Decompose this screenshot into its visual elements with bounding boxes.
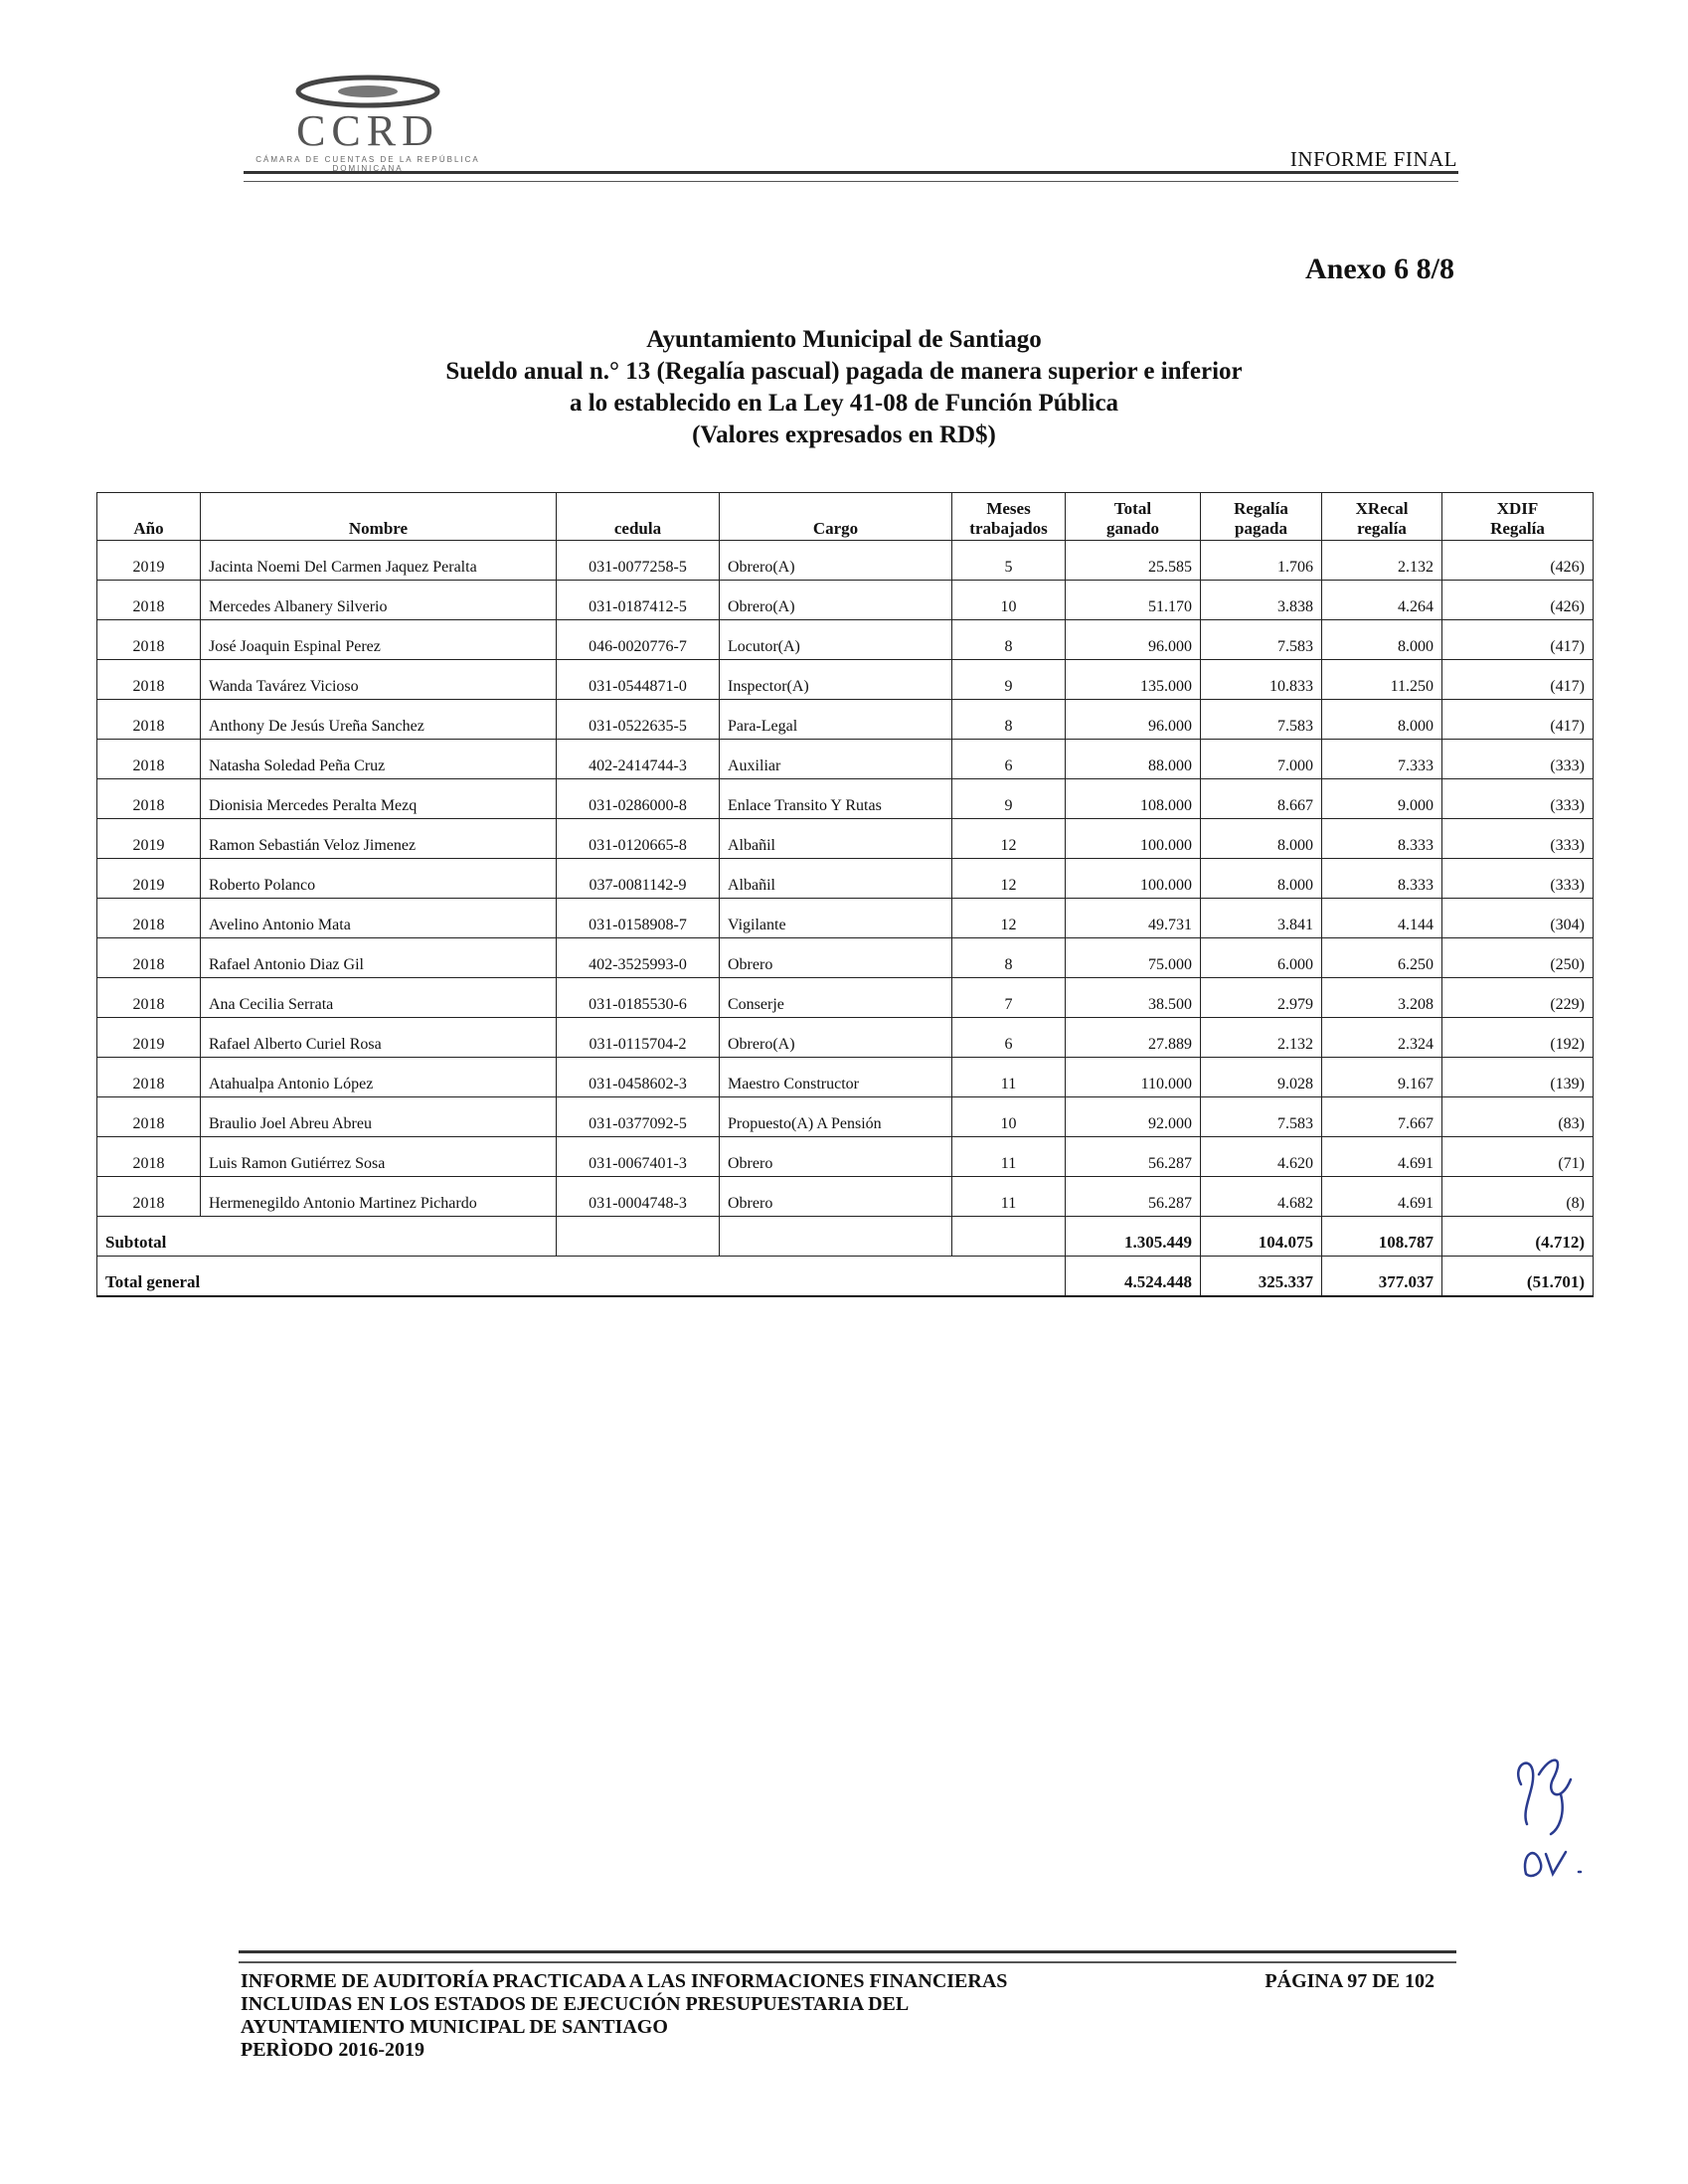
title-line-2: a lo establecido en La Ley 41-08 de Función Pública <box>569 390 1119 417</box>
header-divider <box>244 171 1458 182</box>
cell-name: Braulio Joel Abreu Abreu <box>201 1097 557 1137</box>
table-row <box>97 938 1594 978</box>
signature-initials-icon <box>1491 1735 1620 1894</box>
cell-year: 2018 <box>97 1058 201 1097</box>
grand-total-row-paid: 325.337 <box>1201 1257 1322 1297</box>
table-row <box>97 1058 1594 1097</box>
cell-year: 2018 <box>97 1097 201 1137</box>
cell-id: 031-0067401-3 <box>557 1137 720 1177</box>
cell-diff: (417) <box>1442 620 1594 660</box>
cell-total: 51.170 <box>1066 581 1201 620</box>
cell-total: 96.000 <box>1066 700 1201 740</box>
cell-name: Dionisia Mercedes Peralta Mezq <box>201 779 557 819</box>
cell-id: 037-0081142-9 <box>557 859 720 899</box>
cell-paid: 2.979 <box>1201 978 1322 1018</box>
logo-swoosh-icon <box>293 72 442 111</box>
cell-year: 2018 <box>97 1137 201 1177</box>
col-months <box>952 493 1066 541</box>
empty-cell <box>952 1217 1066 1257</box>
cell-position: Obrero(A) <box>720 581 952 620</box>
cell-months: 11 <box>952 1177 1066 1217</box>
col-diff-label-1: XDIF <box>1496 499 1539 518</box>
cell-recalc: 4.264 <box>1322 581 1442 620</box>
col-name-label: Nombre <box>348 519 409 538</box>
table-row <box>97 859 1594 899</box>
cell-paid: 3.841 <box>1201 899 1322 938</box>
empty-cell <box>557 1217 720 1257</box>
cell-months: 12 <box>952 899 1066 938</box>
cell-diff: (417) <box>1442 700 1594 740</box>
cell-id: 031-0377092-5 <box>557 1097 720 1137</box>
cell-paid: 10.833 <box>1201 660 1322 700</box>
grand-total-row <box>97 1257 1594 1297</box>
cell-recalc: 9.167 <box>1322 1058 1442 1097</box>
cell-id: 402-2414744-3 <box>557 740 720 779</box>
cell-name: Ramon Sebastián Veloz Jimenez <box>201 819 557 859</box>
cell-months: 11 <box>952 1137 1066 1177</box>
cell-position: Inspector(A) <box>720 660 952 700</box>
cell-diff: (8) <box>1442 1177 1594 1217</box>
cell-year: 2018 <box>97 620 201 660</box>
table-row <box>97 620 1594 660</box>
table-row <box>97 978 1594 1018</box>
grand-total-row-total: 4.524.448 <box>1066 1257 1201 1297</box>
cell-total: 49.731 <box>1066 899 1201 938</box>
cell-id: 031-0115704-2 <box>557 1018 720 1058</box>
col-recalc-label-2: regalía <box>1357 519 1407 538</box>
subtotal-row-recalc: 108.787 <box>1322 1217 1442 1257</box>
cell-diff: (333) <box>1442 859 1594 899</box>
table-row <box>97 660 1594 700</box>
cell-months: 10 <box>952 1097 1066 1137</box>
grand-total-row-diff: (51.701) <box>1442 1257 1594 1297</box>
cell-total: 88.000 <box>1066 740 1201 779</box>
cell-paid: 8.000 <box>1201 859 1322 899</box>
table-header-row <box>97 493 1594 541</box>
bonus-table <box>96 492 1594 1297</box>
cell-months: 12 <box>952 859 1066 899</box>
cell-year: 2019 <box>97 1018 201 1058</box>
cell-id: 031-0187412-5 <box>557 581 720 620</box>
cell-diff: (83) <box>1442 1097 1594 1137</box>
cell-name: Ana Cecilia Serrata <box>201 978 557 1018</box>
annex-label: Anexo 6 8/8 <box>1305 252 1454 285</box>
cell-recalc: 2.324 <box>1322 1018 1442 1058</box>
title-line-3: (Valores expresados en RD$) <box>692 421 996 448</box>
footer-report-title <box>241 1970 1115 2062</box>
cell-diff: (333) <box>1442 779 1594 819</box>
col-paid <box>1201 493 1322 541</box>
cell-total: 100.000 <box>1066 819 1201 859</box>
cell-diff: (250) <box>1442 938 1594 978</box>
table-row <box>97 1137 1594 1177</box>
footer-line-1: INFORME DE AUDITORÍA PRACTICADA A LAS INFORMACIONES FINANCIERAS <box>241 1970 1008 1992</box>
cell-diff: (304) <box>1442 899 1594 938</box>
col-total <box>1066 493 1201 541</box>
cell-position: Conserje <box>720 978 952 1018</box>
cell-recalc: 9.000 <box>1322 779 1442 819</box>
footer-line-2: INCLUIDAS EN LOS ESTADOS DE EJECUCIÓN PRESUPUESTARIA DEL <box>241 1993 910 2015</box>
cell-id: 031-0158908-7 <box>557 899 720 938</box>
col-name <box>201 493 557 541</box>
cell-recalc: 7.667 <box>1322 1097 1442 1137</box>
entity-title: Ayuntamiento Municipal de Santiago <box>646 326 1042 353</box>
table-row <box>97 1018 1594 1058</box>
cell-id: 031-0004748-3 <box>557 1177 720 1217</box>
footer-line-3: AYUNTAMIENTO MUNICIPAL DE SANTIAGO <box>241 2016 668 2038</box>
cell-position: Albañil <box>720 859 952 899</box>
cell-diff: (192) <box>1442 1018 1594 1058</box>
cell-paid: 6.000 <box>1201 938 1322 978</box>
document-titles <box>0 324 1688 451</box>
cell-id: 031-0522635-5 <box>557 700 720 740</box>
cell-recalc: 3.208 <box>1322 978 1442 1018</box>
cell-paid: 7.000 <box>1201 740 1322 779</box>
grand-total-row-label: Total general <box>97 1257 1066 1297</box>
grand-total-row-recalc: 377.037 <box>1322 1257 1442 1297</box>
cell-months: 9 <box>952 779 1066 819</box>
table-row <box>97 819 1594 859</box>
cell-recalc: 7.333 <box>1322 740 1442 779</box>
table-body <box>97 541 1594 1297</box>
cell-position: Obrero(A) <box>720 1018 952 1058</box>
cell-paid: 4.682 <box>1201 1177 1322 1217</box>
cell-total: 108.000 <box>1066 779 1201 819</box>
cell-recalc: 11.250 <box>1322 660 1442 700</box>
cell-paid: 4.620 <box>1201 1137 1322 1177</box>
cell-year: 2018 <box>97 581 201 620</box>
cell-diff: (71) <box>1442 1137 1594 1177</box>
cell-paid: 3.838 <box>1201 581 1322 620</box>
cell-recalc: 4.691 <box>1322 1177 1442 1217</box>
cell-name: Natasha Soledad Peña Cruz <box>201 740 557 779</box>
cell-months: 5 <box>952 541 1066 581</box>
cell-position: Albañil <box>720 819 952 859</box>
cell-position: Vigilante <box>720 899 952 938</box>
cell-name: Jacinta Noemi Del Carmen Jaquez Peralta <box>201 541 557 581</box>
cell-name: Hermenegildo Antonio Martinez Pichardo <box>201 1177 557 1217</box>
cell-id: 402-3525993-0 <box>557 938 720 978</box>
cell-id: 031-0185530-6 <box>557 978 720 1018</box>
cell-position: Auxiliar <box>720 740 952 779</box>
cell-position: Obrero <box>720 1137 952 1177</box>
cell-position: Enlace Transito Y Rutas <box>720 779 952 819</box>
cell-position: Obrero <box>720 1177 952 1217</box>
cell-year: 2019 <box>97 819 201 859</box>
cell-position: Para-Legal <box>720 700 952 740</box>
cell-id: 031-0544871-0 <box>557 660 720 700</box>
col-paid-label-1: Regalía <box>1234 499 1288 518</box>
cell-recalc: 8.333 <box>1322 819 1442 859</box>
cell-total: 38.500 <box>1066 978 1201 1018</box>
cell-paid: 8.667 <box>1201 779 1322 819</box>
cell-paid: 7.583 <box>1201 620 1322 660</box>
cell-paid: 9.028 <box>1201 1058 1322 1097</box>
cell-position: Propuesto(A) A Pensión <box>720 1097 952 1137</box>
cell-year: 2018 <box>97 899 201 938</box>
cell-diff: (333) <box>1442 819 1594 859</box>
cell-name: Rafael Alberto Curiel Rosa <box>201 1018 557 1058</box>
logo-subtitle-line2: DE LA REPÚBLICA DOMINICANA <box>332 155 480 173</box>
subtotal-row-total: 1.305.449 <box>1066 1217 1201 1257</box>
cell-name: Luis Ramon Gutiérrez Sosa <box>201 1137 557 1177</box>
col-months-label-2: trabajados <box>969 519 1048 538</box>
cell-recalc: 4.691 <box>1322 1137 1442 1177</box>
cell-total: 92.000 <box>1066 1097 1201 1137</box>
col-position <box>720 493 952 541</box>
cell-year: 2018 <box>97 740 201 779</box>
cell-year: 2018 <box>97 700 201 740</box>
cell-recalc: 8.333 <box>1322 859 1442 899</box>
table-row <box>97 541 1594 581</box>
cell-name: Atahualpa Antonio López <box>201 1058 557 1097</box>
col-recalc <box>1322 493 1442 541</box>
cell-id: 046-0020776-7 <box>557 620 720 660</box>
table-row <box>97 1177 1594 1217</box>
col-diff-label-2: Regalía <box>1490 519 1545 538</box>
cell-id: 031-0077258-5 <box>557 541 720 581</box>
cell-position: Maestro Constructor <box>720 1058 952 1097</box>
cell-total: 135.000 <box>1066 660 1201 700</box>
table-row <box>97 1097 1594 1137</box>
ccrd-logo <box>253 72 482 173</box>
cell-position: Obrero(A) <box>720 541 952 581</box>
cell-months: 12 <box>952 819 1066 859</box>
subtotal-row-label: Subtotal <box>97 1217 557 1257</box>
cell-total: 25.585 <box>1066 541 1201 581</box>
cell-diff: (426) <box>1442 541 1594 581</box>
cell-total: 75.000 <box>1066 938 1201 978</box>
cell-recalc: 8.000 <box>1322 620 1442 660</box>
cell-months: 8 <box>952 700 1066 740</box>
cell-total: 27.889 <box>1066 1018 1201 1058</box>
col-year-label: Año <box>133 519 164 538</box>
footer-line-4: PERÌODO 2016-2019 <box>241 2039 424 2061</box>
col-year <box>97 493 201 541</box>
cell-total: 56.287 <box>1066 1137 1201 1177</box>
col-recalc-label-1: XRecal <box>1355 499 1409 518</box>
cell-months: 6 <box>952 740 1066 779</box>
cell-id: 031-0120665-8 <box>557 819 720 859</box>
footer-divider <box>239 1950 1456 1963</box>
cell-year: 2018 <box>97 779 201 819</box>
logo-subtitle-line1: CÁMARA DE CUENTAS <box>255 155 377 164</box>
cell-diff: (333) <box>1442 740 1594 779</box>
cell-year: 2019 <box>97 541 201 581</box>
logo-letters: CCRD <box>296 106 439 155</box>
table-row <box>97 779 1594 819</box>
cell-months: 8 <box>952 620 1066 660</box>
cell-recalc: 2.132 <box>1322 541 1442 581</box>
cell-name: José Joaquin Espinal Perez <box>201 620 557 660</box>
report-label: INFORME FINAL <box>1289 147 1457 171</box>
cell-position: Locutor(A) <box>720 620 952 660</box>
cell-months: 9 <box>952 660 1066 700</box>
cell-name: Mercedes Albanery Silverio <box>201 581 557 620</box>
cell-total: 56.287 <box>1066 1177 1201 1217</box>
subtotal-row <box>97 1217 1594 1257</box>
cell-total: 96.000 <box>1066 620 1201 660</box>
cell-year: 2018 <box>97 1177 201 1217</box>
cell-name: Avelino Antonio Mata <box>201 899 557 938</box>
cell-name: Roberto Polanco <box>201 859 557 899</box>
empty-cell <box>720 1217 952 1257</box>
cell-total: 110.000 <box>1066 1058 1201 1097</box>
cell-paid: 7.583 <box>1201 700 1322 740</box>
col-total-label-1: Total <box>1113 499 1152 518</box>
cell-recalc: 4.144 <box>1322 899 1442 938</box>
cell-months: 7 <box>952 978 1066 1018</box>
table-row <box>97 899 1594 938</box>
cell-months: 10 <box>952 581 1066 620</box>
title-line-1: Sueldo anual n.° 13 (Regalía pascual) pagada de manera superior e inferior <box>445 358 1243 385</box>
cell-diff: (139) <box>1442 1058 1594 1097</box>
cell-diff: (426) <box>1442 581 1594 620</box>
cell-diff: (417) <box>1442 660 1594 700</box>
cell-year: 2018 <box>97 978 201 1018</box>
cell-paid: 7.583 <box>1201 1097 1322 1137</box>
cell-paid: 1.706 <box>1201 541 1322 581</box>
cell-paid: 2.132 <box>1201 1018 1322 1058</box>
cell-total: 100.000 <box>1066 859 1201 899</box>
col-total-label-2: ganado <box>1106 519 1159 538</box>
cell-name: Rafael Antonio Diaz Gil <box>201 938 557 978</box>
cell-diff: (229) <box>1442 978 1594 1018</box>
col-months-label-1: Meses <box>986 499 1031 518</box>
col-paid-label-2: pagada <box>1235 519 1287 538</box>
cell-months: 11 <box>952 1058 1066 1097</box>
cell-year: 2019 <box>97 859 201 899</box>
col-id-label: cedula <box>613 519 662 538</box>
table-row <box>97 700 1594 740</box>
cell-id: 031-0458602-3 <box>557 1058 720 1097</box>
cell-id: 031-0286000-8 <box>557 779 720 819</box>
cell-recalc: 6.250 <box>1322 938 1442 978</box>
cell-paid: 8.000 <box>1201 819 1322 859</box>
table-row <box>97 581 1594 620</box>
cell-position: Obrero <box>720 938 952 978</box>
col-id <box>557 493 720 541</box>
cell-months: 8 <box>952 938 1066 978</box>
cell-months: 6 <box>952 1018 1066 1058</box>
cell-name: Anthony De Jesús Ureña Sanchez <box>201 700 557 740</box>
cell-recalc: 8.000 <box>1322 700 1442 740</box>
cell-name: Wanda Tavárez Vicioso <box>201 660 557 700</box>
col-position-label: Cargo <box>812 519 859 538</box>
cell-year: 2018 <box>97 938 201 978</box>
cell-year: 2018 <box>97 660 201 700</box>
table-row <box>97 740 1594 779</box>
subtotal-row-paid: 104.075 <box>1201 1217 1322 1257</box>
page-number: PÁGINA 97 DE 102 <box>1265 1970 1435 1992</box>
col-diff <box>1442 493 1594 541</box>
subtotal-row-diff: (4.712) <box>1442 1217 1594 1257</box>
